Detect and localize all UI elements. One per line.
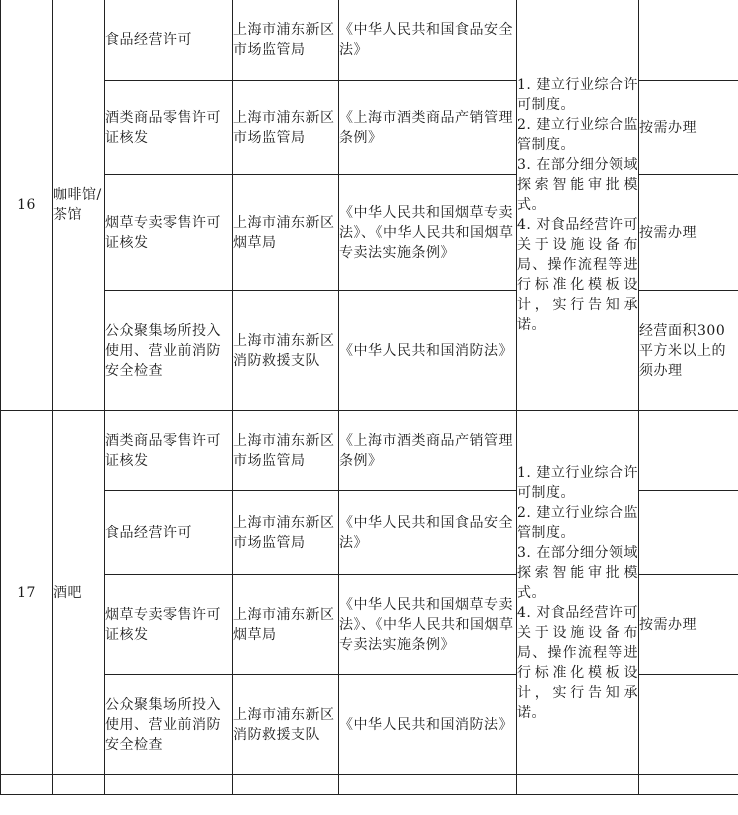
business-type [53, 0, 105, 411]
permit-item: 酒类商品零售许可证核发 [105, 81, 233, 175]
row-number: 16 [1, 0, 53, 411]
permit-item: 公众聚集场所投入使用、营业前消防安全检查 [105, 291, 233, 411]
department: 上海市浦东新区市场监管局 [233, 0, 339, 81]
reform-measure: 3. 在部分细分领域探索智能审批模式。 [517, 156, 638, 213]
legal-basis: 《中华人民共和国食品安全法》 [339, 0, 517, 81]
permit-item: 烟草专卖零售许可证核发 [105, 575, 233, 675]
empty-cell [639, 775, 738, 795]
legal-basis: 《中华人民共和国烟草专卖法》、《中华人民共和国烟草专卖法实施条例》 [339, 175, 517, 291]
department: 上海市浦东新区市场监管局 [233, 411, 339, 491]
reform-measure: 1. 建立行业综合许可制度。 [517, 464, 638, 501]
empty-cell [53, 775, 105, 795]
legal-basis: 《上海市酒类商品产销管理条例》 [339, 81, 517, 175]
legal-basis: 《中华人民共和国消防法》 [339, 675, 517, 775]
remark: 按需办理 [639, 175, 738, 291]
empty-cell [105, 775, 233, 795]
department: 上海市浦东新区消防救援支队 [233, 675, 339, 775]
row-number: 17 [1, 411, 53, 775]
permit-item: 食品经营许可 [105, 0, 233, 81]
remark: 经营面积300平方米以上的须办理 [639, 291, 738, 411]
remark [639, 675, 738, 775]
department: 上海市浦东新区烟草局 [233, 575, 339, 675]
legal-basis: 《中华人民共和国食品安全法》 [339, 491, 517, 575]
reform-measure: 1. 建立行业综合许可制度。 [517, 76, 638, 113]
department: 上海市浦东新区市场监管局 [233, 81, 339, 175]
remark [639, 491, 738, 575]
legal-basis: 《中华人民共和国消防法》 [339, 291, 517, 411]
department: 上海市浦东新区烟草局 [233, 175, 339, 291]
legal-basis: 《中华人民共和国烟草专卖法》、《中华人民共和国烟草专卖法实施条例》 [339, 575, 517, 675]
reform-measures [517, 411, 639, 775]
remark [639, 411, 738, 491]
department: 上海市浦东新区市场监管局 [233, 491, 339, 575]
empty-cell [339, 775, 517, 795]
reform-measure: 3. 在部分细分领域探索智能审批模式。 [517, 544, 638, 601]
reform-measure: 4. 对食品经营许可关于设施设备布局、操作流程等进行标准化模板设计，实行告知承诺。 [517, 604, 638, 721]
empty-cell [1, 775, 53, 795]
remark [639, 0, 738, 81]
table-row [1, 775, 738, 795]
remark: 按需办理 [639, 575, 738, 675]
department: 上海市浦东新区消防救援支队 [233, 291, 339, 411]
remark: 按需办理 [639, 81, 738, 175]
legal-basis: 《上海市酒类商品产销管理条例》 [339, 411, 517, 491]
business-type-label: 酒吧 [53, 584, 82, 601]
permit-item: 酒类商品零售许可证核发 [105, 411, 233, 491]
reform-measure: 4. 对食品经营许可关于设施设备布局、操作流程等进行标准化模板设计，实行告知承诺。 [517, 216, 638, 333]
permit-item: 食品经营许可 [105, 491, 233, 575]
reform-measure: 2. 建立行业综合监管制度。 [517, 116, 638, 153]
table-row [1, 0, 738, 81]
reform-measures [517, 0, 639, 411]
business-type [53, 411, 105, 775]
permit-item: 烟草专卖零售许可证核发 [105, 175, 233, 291]
business-type-label: 咖啡馆/茶馆 [53, 186, 102, 223]
reform-measure: 2. 建立行业综合监管制度。 [517, 504, 638, 541]
empty-cell [233, 775, 339, 795]
empty-cell [517, 775, 639, 795]
table-row [1, 411, 738, 491]
permit-item: 公众聚集场所投入使用、营业前消防安全检查 [105, 675, 233, 775]
